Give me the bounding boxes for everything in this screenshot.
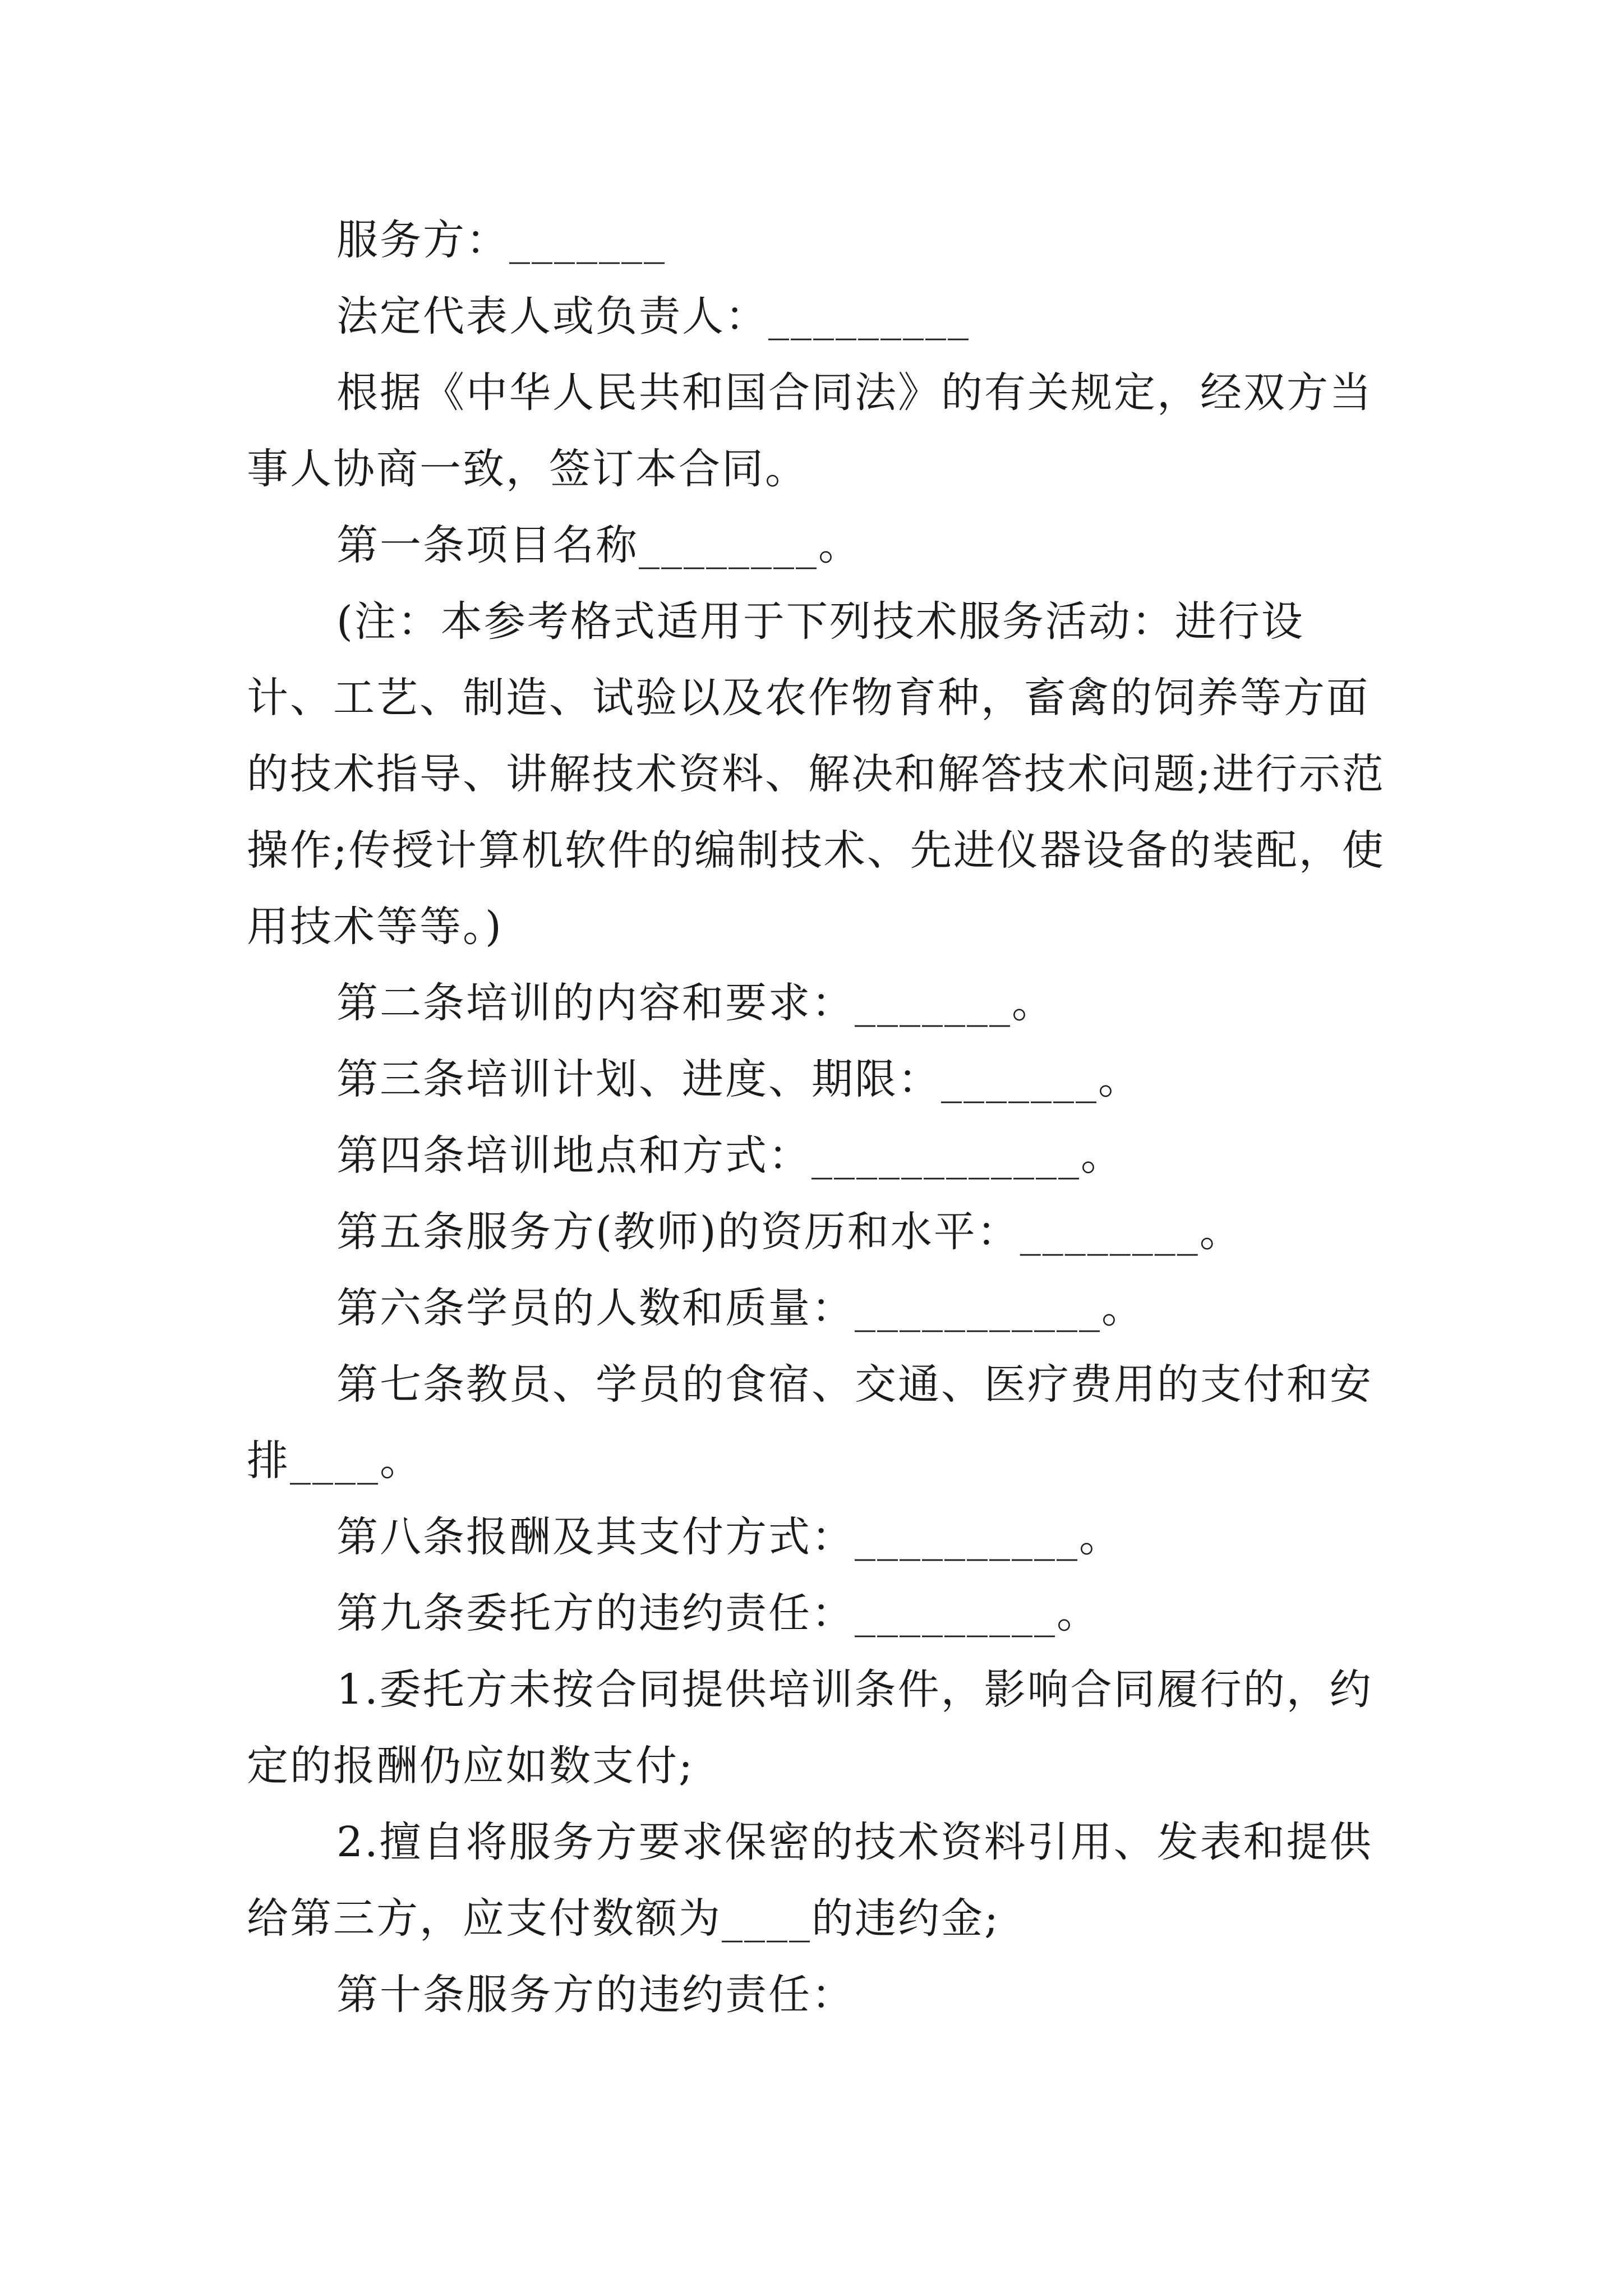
party-field: 服务方：_______ — [336, 216, 666, 264]
note-paragraph: (注：本参考格式适用于下列技术服务活动：进行设计、工艺、制造、试验以及农作物育种，畜禽的饲养等方面的技术指导、讲解技术资料、解决和解答技术问题;进行示范操作;传授计算机软件的编制技术、先进仪器设备的装配，使用技术等等。) — [247, 597, 1385, 951]
article-8: 第八条报酬及其支付方式：__________。 — [336, 1513, 1122, 1561]
article-2: 第二条培训的内容和要求：_______。 — [336, 979, 1055, 1027]
article-9: 第九条委托方的违约责任：_________。 — [336, 1589, 1100, 1637]
article-4: 第四条培训地点和方式：____________。 — [336, 1131, 1124, 1180]
article-9-item-1: 1.委托方未按合同提供培训条件，影响合同履行的，约定的报酬仍应如数支付; — [247, 1665, 1373, 1790]
document-body — [247, 202, 1385, 2033]
article-1: 第一条项目名称________。 — [336, 521, 861, 569]
article-9-item-2: 2.擅自将服务方要求保密的技术资料引用、发表和提供给第三方，应支付数额为____的违约金; — [247, 1818, 1373, 1943]
legal-representative-field: 法定代表人或负责人：_________ — [336, 292, 970, 341]
preamble-paragraph: 根据《中华人民共和国合同法》的有关规定，经双方当事人协商一致，签订本合同。 — [247, 369, 1373, 493]
article-7: 第七条教员、学员的食宿、交通、医疗费用的支付和安排____。 — [247, 1360, 1373, 1485]
article-6: 第六条学员的人数和质量：___________。 — [336, 1284, 1145, 1332]
article-10: 第十条服务方的违约责任： — [336, 1971, 855, 2019]
article-3: 第三条培训计划、进度、期限：_______。 — [336, 1055, 1141, 1103]
article-5: 第五条服务方(教师)的资历和水平：________。 — [336, 1208, 1243, 1256]
